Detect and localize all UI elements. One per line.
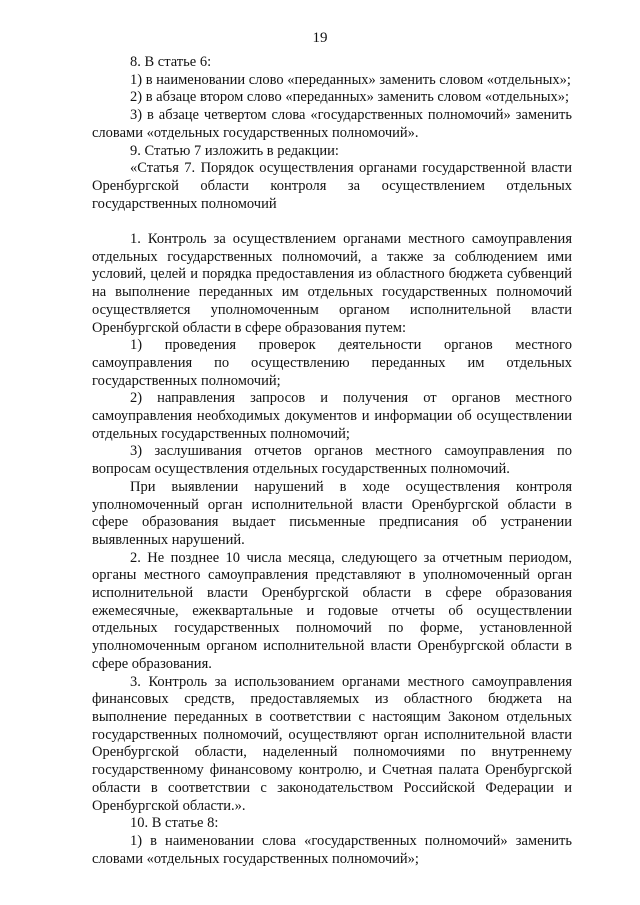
paragraph: 1) проведения проверок деятельности органов местного самоуправления по осуществлению переданных им отдельных государственных полномочий;: [92, 337, 572, 389]
paragraph: При выявлении нарушений в ходе осуществления контроля уполномоченный орган исполнительной власти Оренбургской области в сфере образования выдает письменные предписания об устранении выявленных нарушений.: [92, 478, 572, 548]
paragraph: 3) заслушивания отчетов органов местного самоуправления по вопросам осуществления отдельных государственных полномочий.: [92, 443, 572, 478]
article-heading: «Статья 7. Порядок осуществления органами государственной власти Оренбургской области контроля за осуществлением отдельных государственных полномочий: [92, 160, 572, 212]
paragraph: 3) в абзаце четвертом слова «государственных полномочий» заменить словами «отдельных государственных полномочий».: [92, 107, 572, 141]
paragraph: 2. Не позднее 10 числа месяца, следующего за отчетным периодом, органы местного самоуправления представляют в уполномоченный орган исполнительной власти Оренбургской области в сфере образования ежемесячные, ежеквартальные и годовые отчеты об осуществлении отдельных государственных полномочий по форме, установленной уполномоченным органом исполнительной власти Оренбургской области в сфере образования.: [92, 549, 572, 672]
paragraph: 1) в наименовании слова «государственных полномочий» заменить словами «отдельных государственных полномочий»;: [92, 832, 572, 867]
paragraph: 8. В статье 6:: [130, 54, 212, 70]
paragraph: 1) в наименовании слово «переданных» заменить словом «отдельных»;: [130, 71, 571, 88]
paragraph: 2) в абзаце втором слово «переданных» заменить словом «отдельных»;: [130, 89, 570, 106]
paragraph: 9. Статью 7 изложить в редакции:: [130, 142, 339, 159]
paragraph: 1. Контроль за осуществлением органами местного самоуправления отдельных государственных полномочий, а также за соблюдением ими условий, целей и порядка предоставления из областного бюджета субвенций на выполнение переданных им отдельных государственных полномочий осуществляется уполномоченным органом исполнительной власти Оренбургской области в сфере образования путем:: [92, 231, 572, 336]
paragraph: 2) направления запросов и получения от органов местного самоуправления необходимых документов и информации об осуществлении отдельных государственных полномочий;: [92, 390, 572, 442]
document-body: [92, 54, 572, 868]
paragraph: 10. В статье 8:: [130, 815, 219, 832]
page-number: 19: [312, 30, 328, 46]
paragraph: 3. Контроль за использованием органами местного самоуправления финансовых средств, предоставляемых из областного бюджета на выполнение переданных в соответствии с настоящим Законом отдельных государственных полномочий, осуществляют орган исполнительной власти Оренбургской области, наделенный полномочиями по внутреннему государственному финансовому контролю, и Счетная палата Оренбургской области в соответствии с законодательством Российской Федерации и Оренбургской области.».: [92, 673, 572, 814]
